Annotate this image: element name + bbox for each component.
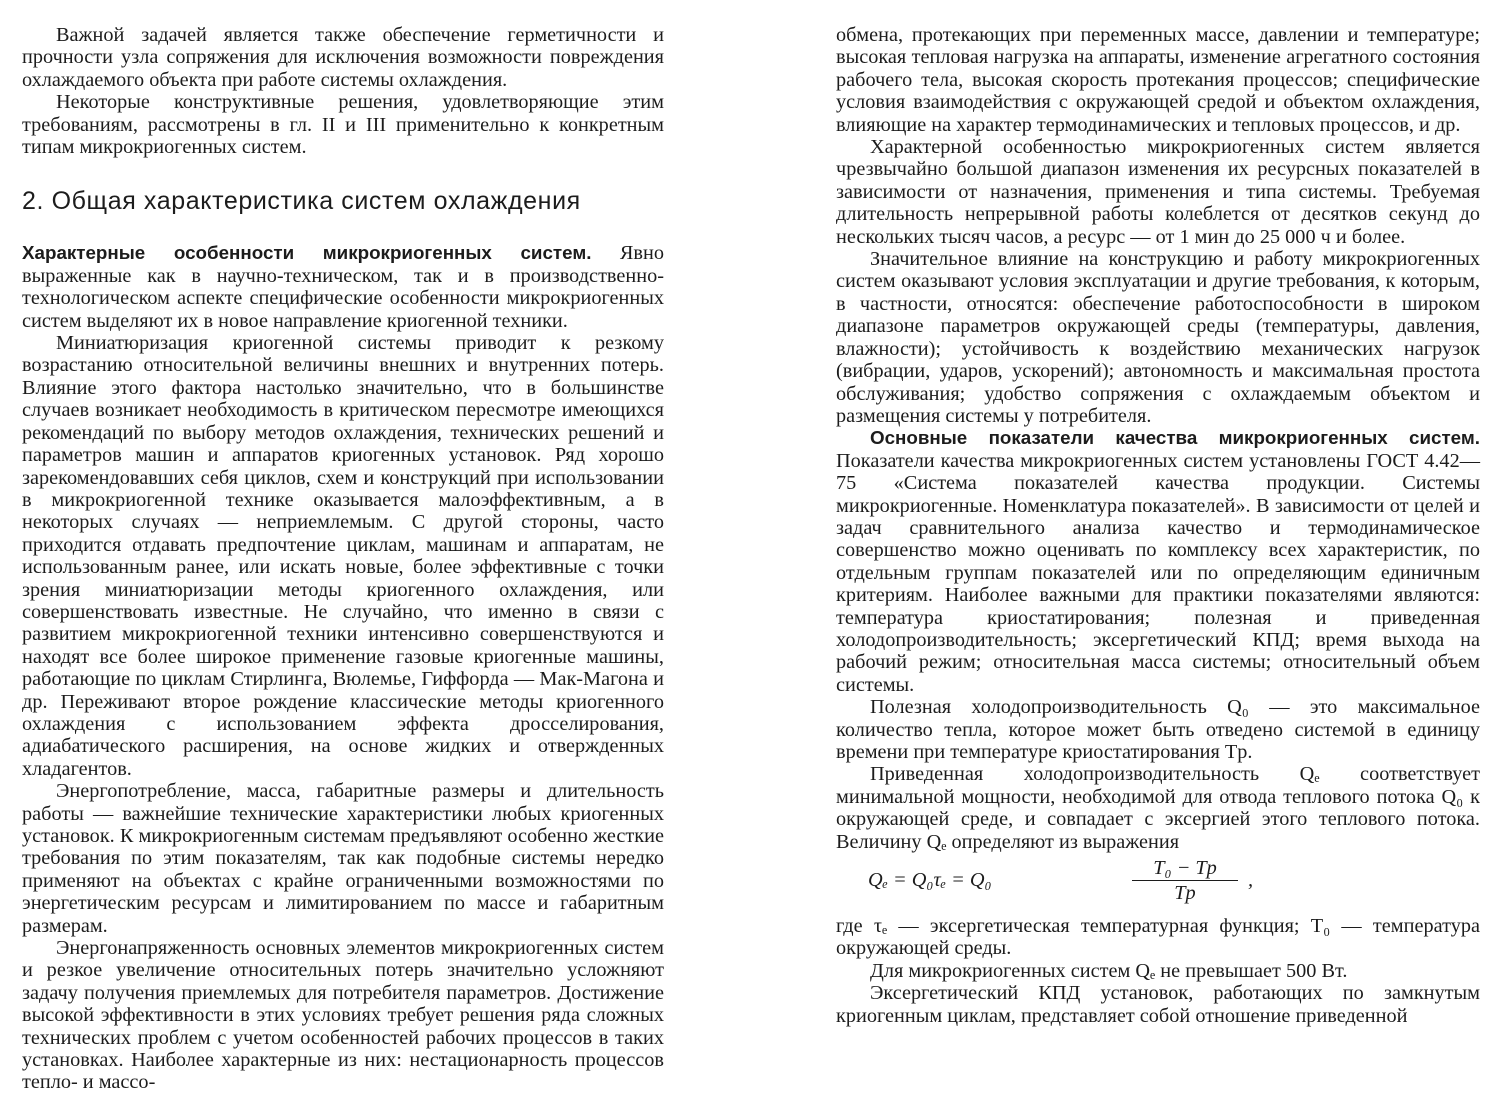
run-in-heading: Основные показатели качества микрокриогенных систем.: [870, 427, 1480, 449]
formula-denominator: Tр: [1174, 882, 1196, 905]
formula-numerator: T₀ − Tр: [1132, 857, 1238, 881]
paragraph: Энергопотребление, масса, габаритные размеры и длительность работы — важнейшие технические характеристики любых криогенных установок. К микрокриогенным системам предъявляют особенно жесткие требования по этим показателям, так как подобные системы нередко применяют на объектах с крайне ограниченными возможностями по энергетическим ресурсам и лимитированием по массе и габаритным размерам.: [22, 780, 664, 937]
paragraph: Энергонапряженность основных элементов микрокриогенных систем и резкое увеличение относительных потерь значительно усложняют задачу получения приемлемых для потребителя параметров. Достижение высокой эффективности в этих условиях требует решения ряда сложных технических проблем с учетом особенностей рабочих процессов в таких установках. Наиболее характерные из них: нестационарность процессов тепло- и массо-: [22, 937, 664, 1094]
formula-comma: ,: [1248, 869, 1254, 892]
paragraph: обмена, протекающих при переменных массе, давлении и температуре; высокая тепловая нагрузка на аппараты, изменение агрегатного состояния рабочего тела, высокая скорость протекания процессов; специфические условия взаимодействия с окружающей средой и объектом охлаждения, влияющие на характер термодинамических и тепловых процессов, и др.: [836, 24, 1480, 136]
paragraph-with-lead: [22, 242, 664, 332]
right-page: [836, 24, 1480, 1027]
paragraph: Значительное влияние на конструкцию и работу микрокриогенных систем оказывают условия эксплуатации и другие требования, к которым, в частности, относятся: обеспечение работоспособности в широком диапазоне параметров окружающей среды (температуры, давления, влажности); устойчивость к воздействию механических нагрузок (вибрации, ударов, ускорений); автономность и максимальная простота обслуживания; удобство сопряжения с охлаждаемым объектом и размещения системы у потребителя.: [836, 248, 1480, 427]
paragraph: Некоторые конструктивные решения, удовлетворяющие этим требованиям, рассмотрены в гл. II и III применительно к конкретным типам микрокриогенных систем.: [22, 91, 664, 159]
paragraph-text: Явно выраженные как в научно-техническом, так и в производственно-технологическом аспекте специфические особенности микрокриогенных систем выделяют их в новое направление криогенной техники.: [22, 242, 665, 332]
paragraph: Важной задачей является также обеспечение герметичности и прочности узла сопряжения для исключения возможности повреждения охлаждаемого объекта при работе системы охлаждения.: [22, 24, 664, 91]
formula-fraction: [1132, 857, 1238, 905]
run-in-heading: Характерные особенности микрокриогенных систем.: [22, 242, 592, 264]
paragraph: Приведенная холодопроизводительность Qₑ соответствует минимальной мощности, необходимой для отвода теплового потока Q₀ к окружающей среде, и совпадает с эксергией этого теплового потока. Величину Qₑ определяют из выражения: [836, 763, 1480, 853]
paragraph: Характерной особенностью микрокриогенных систем является чрезвычайно большой диапазон изменения их ресурсных показателей в зависимости от назначения, применения и типа системы. Требуемая длительность непрерывной работы колеблется от десятков секунд до нескольких тысяч часов, а ресурс — от 1 мин до 25 000 ч и более.: [836, 136, 1480, 248]
paragraph: Эксергетический КПД установок, работающих по замкнутым криогенным циклам, представляет собой отношение приведенной: [836, 982, 1480, 1027]
paragraph: Миниатюризация криогенной системы приводит к резкому возрастанию относительной величины внешних и внутренних потерь. Влияние этого фактора настолько значительно, что в большинстве случаев возникает необходимость в критическом пересмотре имеющихся рекомендаций по выбору методов охлаждения, технических решений и параметров машин и аппаратов криогенных установок. Ряд хорошо зарекомендовавших себя циклов, схем и конструкций при использовании в микрокриогенной технике оказывается малоэффективным, а в некоторых случаях — неприемлемым. С другой стороны, часто приходится отдавать предпочтение циклам, машинам и аппаратам, не использованным ранее, или искать новые, более эффективные с точки зрения миниатюризации методы криогенного охлаждения, или совершенствовать известные. Не случайно, что именно в связи с развитием микрокриогенной техники интенсивно совершенствуются и находят все более широкое применение газовые криогенные машины, работающие по циклам Стирлинга, Вюлемье, Гиффорда — Мак-Магона и др. Переживают второе рождение классические методы криогенного охлаждения с использованием эффекта дросселирования, адиабатического расширения, на основе жидких и отвержденных хладагентов.: [22, 332, 664, 780]
left-page: [22, 24, 664, 1094]
formula: [864, 857, 1480, 903]
paragraph-text: Показатели качества микрокриогенных систем установлены ГОСТ 4.42—75 «Система показателей качества продукции. Системы микрокриогенные. Номенклатура показателей». В зависимости от целей и задач сравнительного анализа качество и термодинамическое совершенство можно оценивать по комплексу всех характеристик, по отдельным группам показателей или по определяющим единичным критериям. Наиболее важными для практики показателями являются: температура криостатирования; полезная и приведенная холодопроизводительность; эксергетический КПД; время выхода на рабочий режим; относительная масса системы; относительный объем системы.: [836, 449, 1480, 696]
formula-left-side: Qₑ = Q₀τₑ = Q₀: [868, 869, 992, 892]
paragraph: Полезная холодопроизводительность Q₀ — это максимальное количество тепла, которое может быть отведено системой в единицу времени при температуре криостатирования Tр.: [836, 696, 1480, 763]
paragraph-with-lead: [836, 427, 1480, 696]
paragraph: Для микрокриогенных систем Qₑ не превышает 500 Вт.: [870, 959, 1348, 982]
paragraph: где τₑ — эксергетическая температурная функция; T₀ — температура окружающей среды.: [836, 915, 1480, 960]
section-heading: 2. Общая характеристика систем охлаждения: [22, 187, 581, 216]
